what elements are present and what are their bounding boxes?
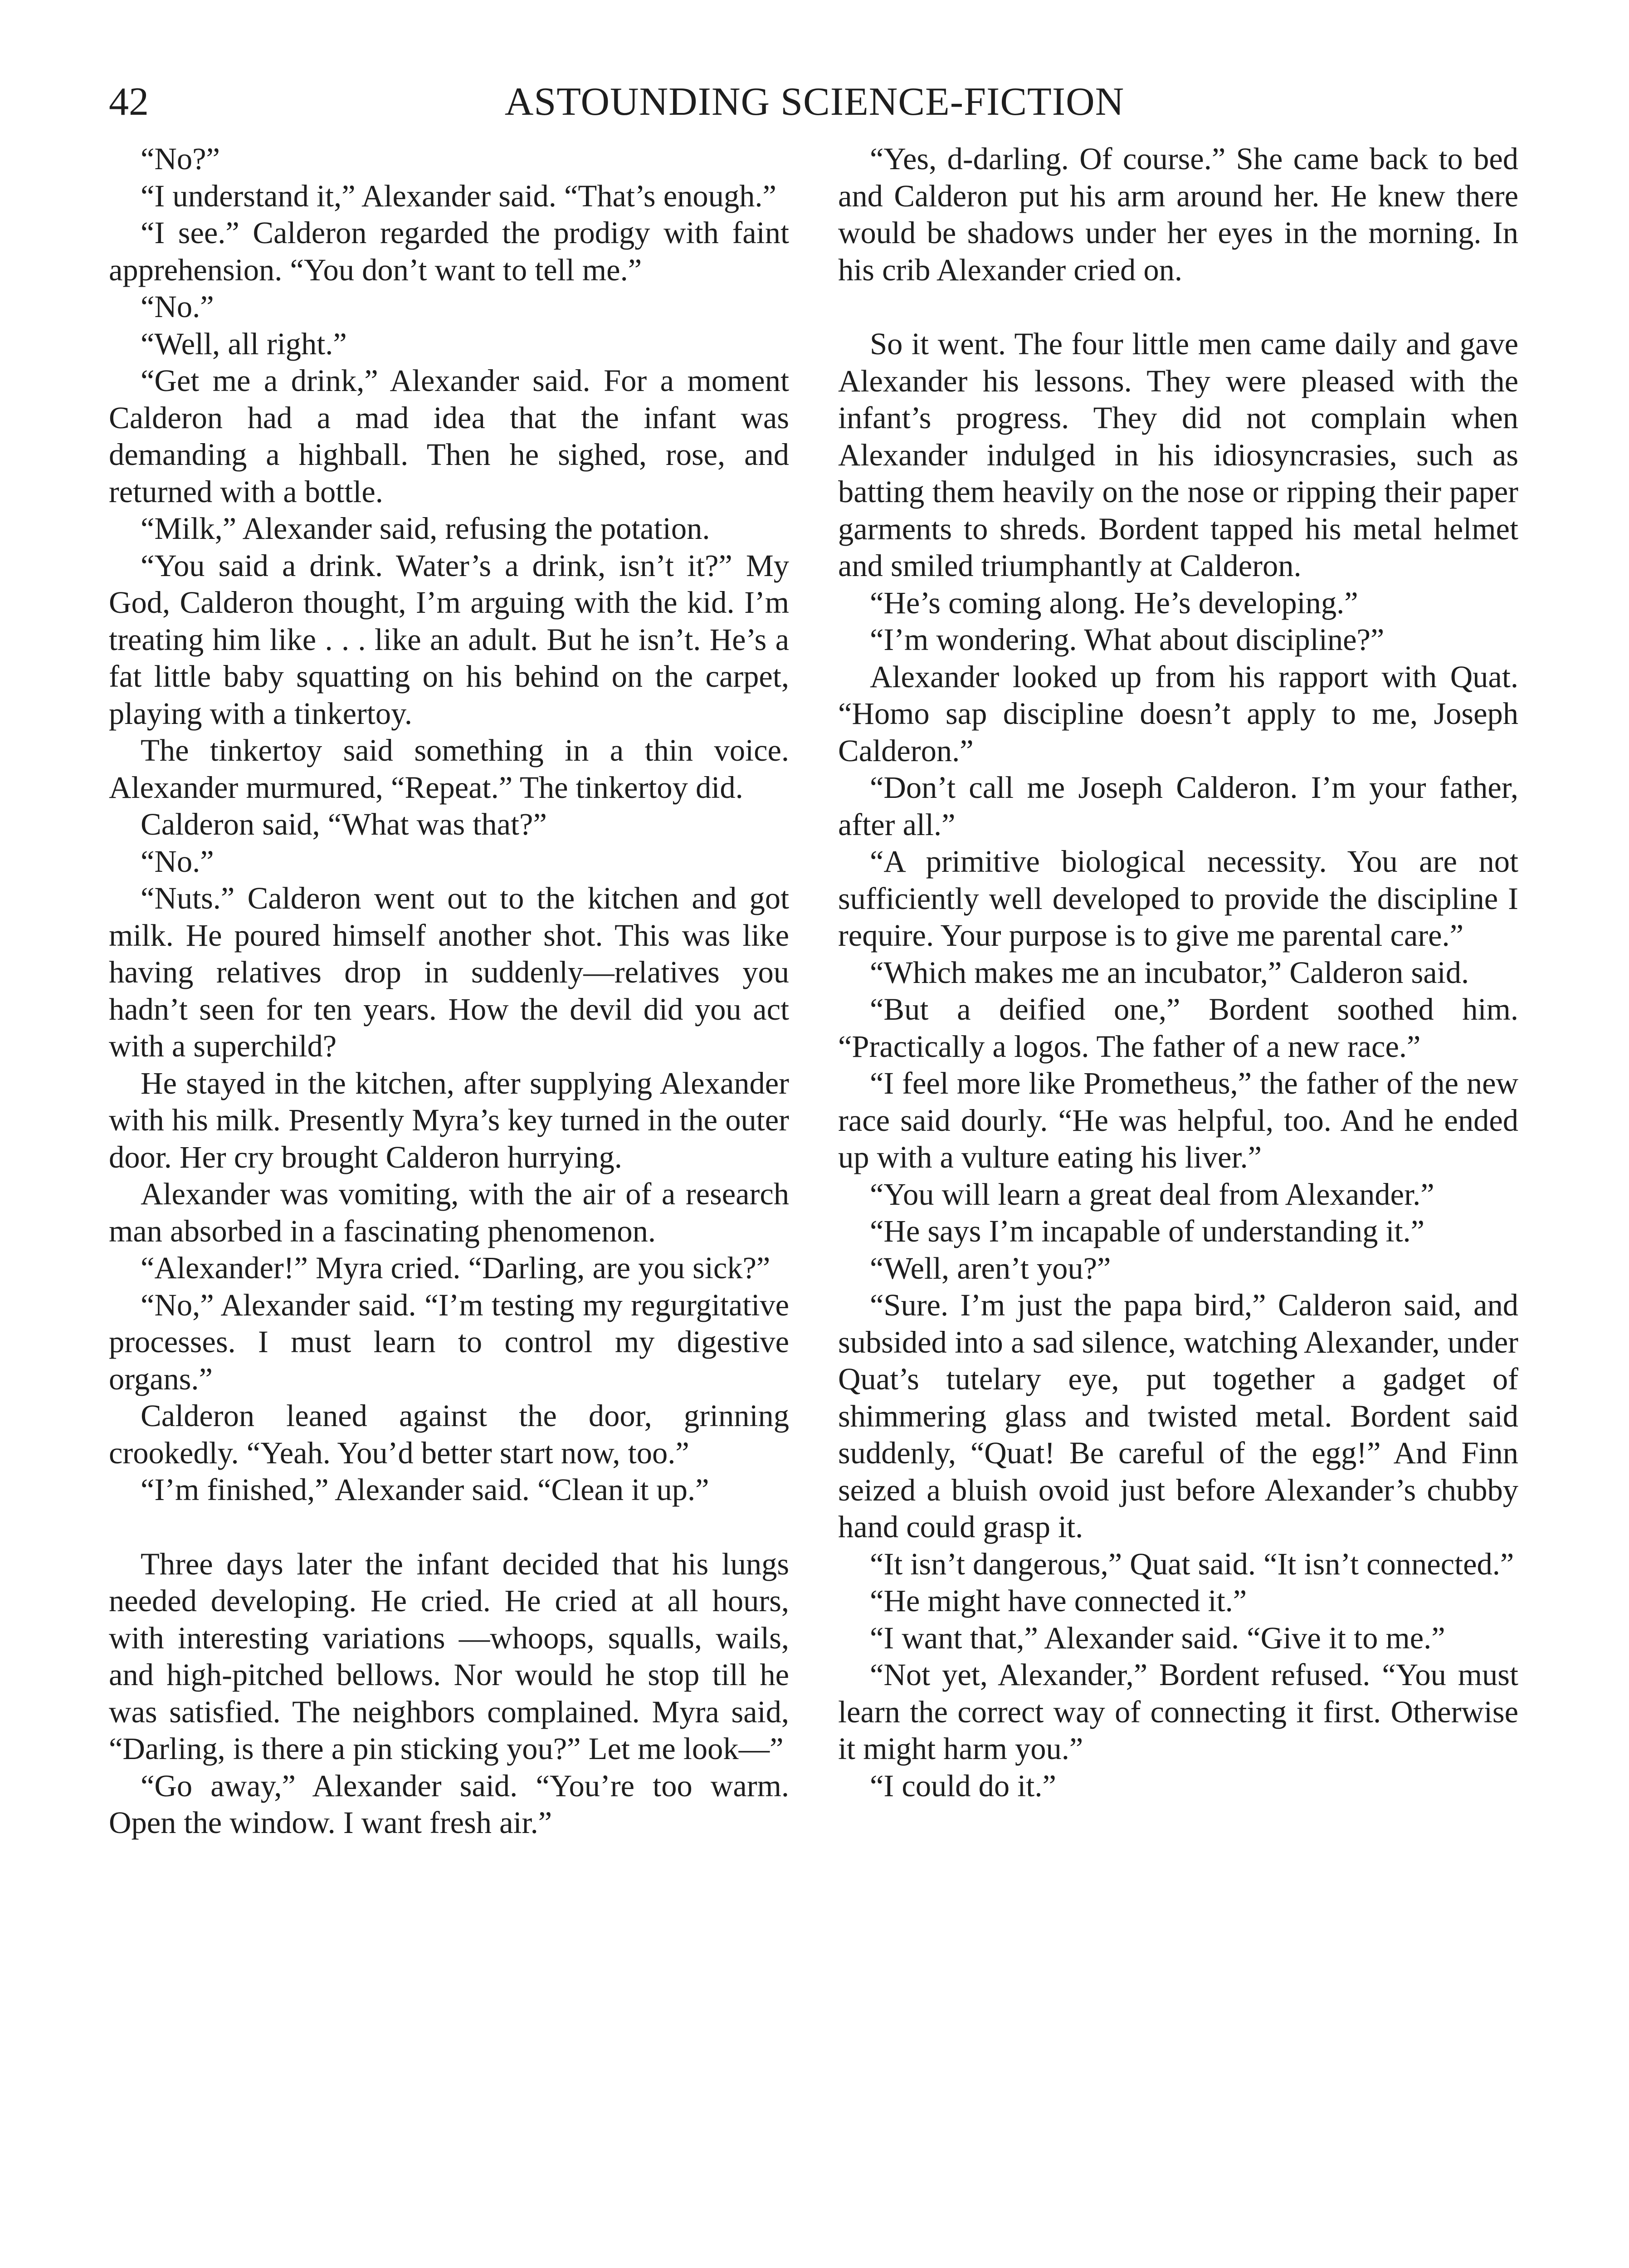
page-header [109,77,1520,127]
paragraph: “Alexander!” Myra cried. “Darling, are you sick?” [141,1251,771,1285]
paragraph: “I feel more like Prometheus,” the father of the new race said dourly. “He was helpful, too. And he ended up with a vulture eating his liver.” [838,1066,1518,1174]
paragraph: “It isn’t dangerous,” Quat said. “It isn’t connected.” [870,1546,1514,1581]
paragraph: “Nuts.” Calderon went out to the kitchen and got milk. He poured himself another shot. This was like having relatives drop in suddenly—relatives you hadn’t seen for ten years. How the devil did you act with a superchild? [109,881,789,1063]
paragraph: “I’m wondering. What about discipline?” [870,622,1385,657]
paragraph: “He’s coming along. He’s developing.” [870,585,1358,620]
paragraph: “No,” Alexander said. “I’m testing my regurgitative processes. I must learn to control my digestive organs.” [109,1287,789,1396]
paragraph: “No?” [141,142,220,176]
paragraph: “Get me a drink,” Alexander said. For a moment Calderon had a mad idea that the infant was demanding a highball. Then he sighed, rose, and returned with a bottle. [109,363,789,509]
paragraph: “He might have connected it.” [870,1584,1247,1618]
paragraph: He stayed in the kitchen, after supplying Alexander with his milk. Presently Myra’s key turned in the outer door. Her cry brought Calderon hurrying. [109,1066,789,1174]
paragraph: “Well, all right.” [141,326,347,361]
paragraph: “No.” [141,844,214,879]
paragraph: “No.” [141,289,214,324]
paragraph: “I’m finished,” Alexander said. “Clean it up.” [141,1472,709,1507]
paragraph: “But a deified one,” Bordent soothed him. “Practically a logos. The father of a new race.” [838,992,1518,1064]
paragraph: “Milk,” Alexander said, refusing the potation. [141,511,710,546]
paragraph: “Well, aren’t you?” [870,1251,1111,1286]
paragraph: “Sure. I’m just the papa bird,” Calderon said, and subsided into a sad silence, watching Alexander, under Quat’s tutelary eye, put together a gadget of shimmering glass and twisted metal. Bordent said suddenly, “Quat! Be careful of the egg!” And Finn seized a bluish ovoid just before Alexander’s chubby hand could grasp it. [838,1288,1518,1544]
paragraph: So it went. The four little men came daily and gave Alexander his lessons. They were pleased with the infant’s progress. They did not complain when Alexander indulged in his idiosyncrasies, such as batting them heavily on the nose or ripping their paper garments to shreds. Bordent tapped his metal helmet and smiled triumphantly at Calderon. [838,327,1518,583]
paragraph: “I want that,” Alexander said. “Give it to me.” [870,1620,1445,1655]
right-column [838,141,1518,1804]
paragraph: Alexander was vomiting, with the air of a research man absorbed in a fascinating phenomenon. [109,1177,789,1248]
paragraph: “Which makes me an incubator,” Calderon said. [870,955,1469,990]
paragraph: Three days later the infant decided that his lungs needed developing. He cried. He cried at all hours, with interesting variations —whoops, squalls, wails, and high-pitched bellows. Nor would he stop till he was satisfied. The neighbors complained. Myra said, “Darling, is there a pin sticking you?” Let me look—” [109,1546,789,1766]
paragraph: Calderon leaned against the door, grinning crookedly. “Yeah. You’d better start now, too.” [109,1398,789,1470]
left-column [109,141,789,1842]
paragraph: “Go away,” Alexander said. “You’re too warm. Open the window. I want fresh air.” [109,1768,789,1840]
paragraph: “Don’t call me Joseph Calderon. I’m your father, after all.” [838,770,1518,842]
running-title: ASTOUNDING SCIENCE-FICTION [504,80,1125,124]
paragraph: “A primitive biological necessity. You are not sufficiently well developed to provide the discipline I require. Your purpose is to give me parental care.” [838,844,1518,953]
paragraph: “You will learn a great deal from Alexander.” [870,1177,1434,1212]
page-number: 42 [109,80,149,124]
paragraph: “Yes, d-darling. Of course.” She came back to bed and Calderon put his arm around her. He knew there would be shadows under her eyes in the morning. In his crib Alexander cried on. [838,142,1518,287]
paragraph: “I see.” Calderon regarded the prodigy with faint apprehension. “You don’t want to tell me.” [109,215,789,287]
paragraph: Calderon said, “What was that?” [141,807,547,841]
paragraph: “Not yet, Alexander,” Bordent refused. “You must learn the correct way of connecting it first. Otherwise it might harm you.” [838,1657,1518,1766]
paragraph: The tinkertoy said something in a thin voice. Alexander murmured, “Repeat.” The tinkertoy did. [109,733,789,805]
paragraph: “I understand it,” Alexander said. “That’s enough.” [141,178,776,213]
paragraph: “He says I’m incapable of understanding it.” [870,1214,1425,1248]
paragraph: Alexander looked up from his rapport with Quat. “Homo sap discipline doesn’t apply to me, Joseph Calderon.” [838,659,1518,768]
paragraph: “You said a drink. Water’s a drink, isn’t it?” My God, Calderon thought, I’m arguing with the kid. I’m treating him like . . . like an adult. But he isn’t. He’s a fat little baby squatting on his behind on the carpet, playing with a tinkertoy. [109,548,789,731]
paragraph: “I could do it.” [870,1768,1056,1803]
